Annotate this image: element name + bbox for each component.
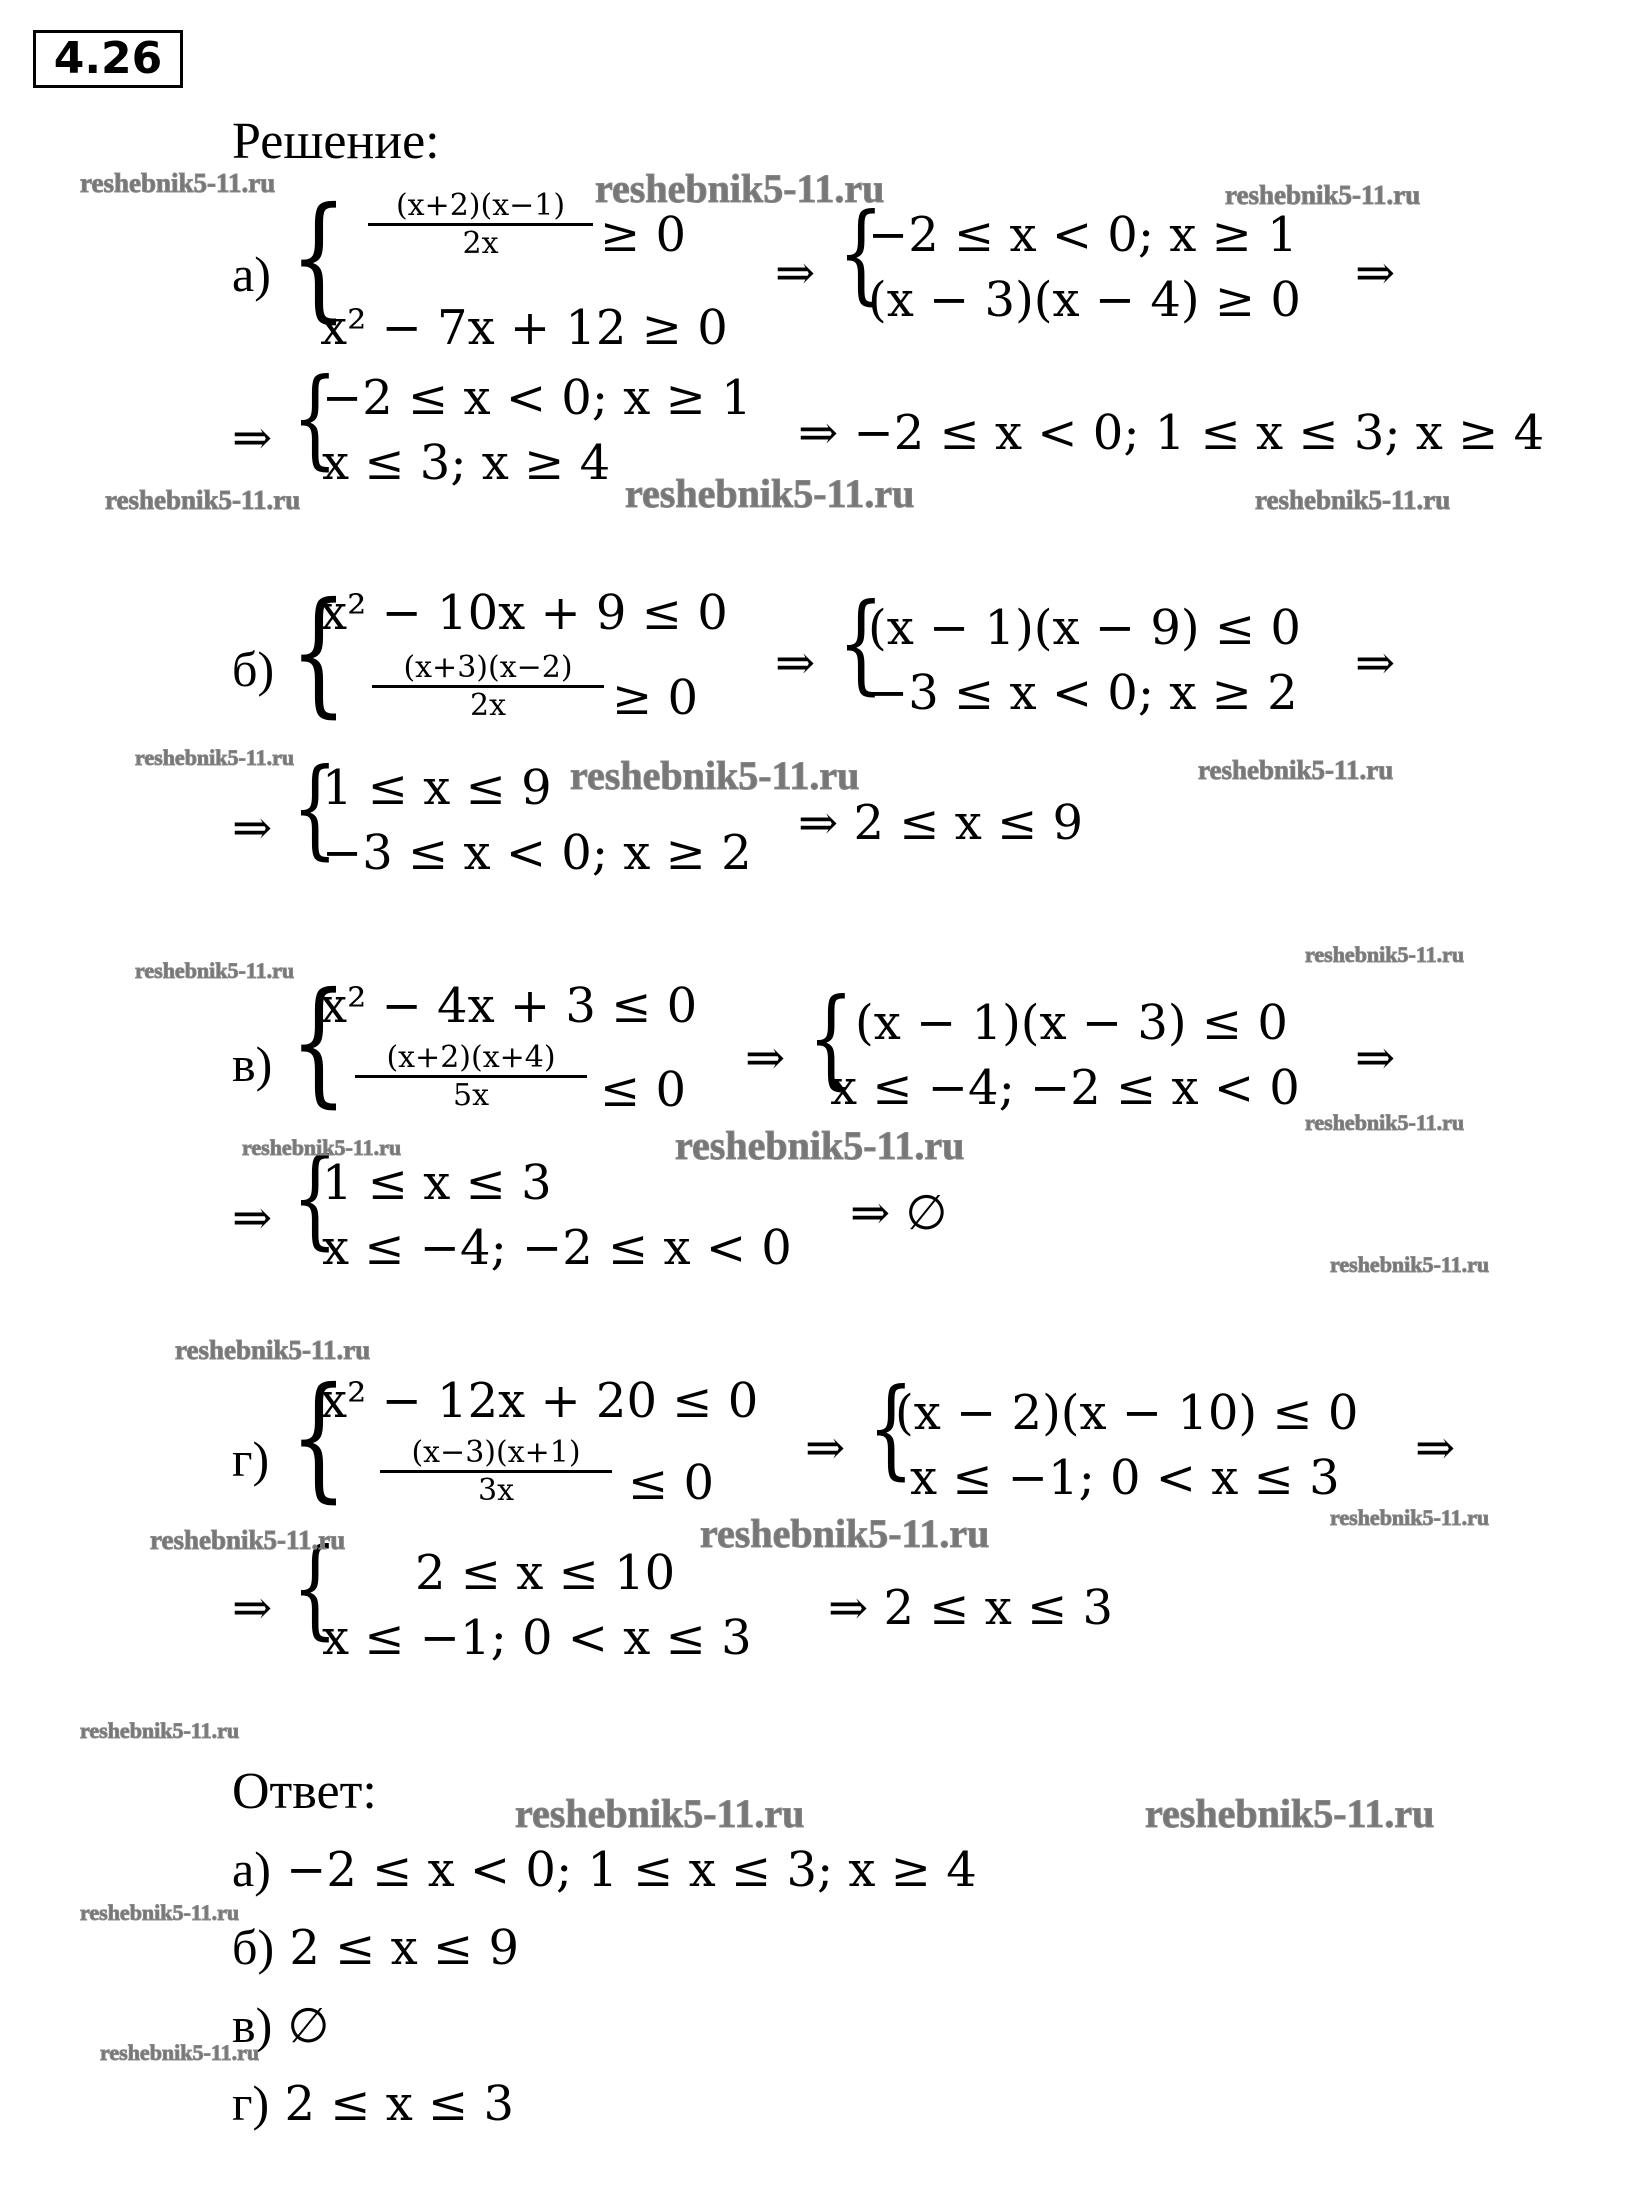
implies-arrow: ⇒ — [232, 800, 273, 856]
part-a-label: а) — [232, 246, 271, 302]
part-g-result: ⇒ 2 ≤ x ≤ 3 — [828, 1580, 1114, 1636]
watermark: reshebnik5-11.ru — [1255, 485, 1451, 515]
part-b-sys1-line1: x² − 10x + 9 ≤ 0 — [320, 585, 728, 641]
part-b-sys2-line1: (x − 1)(x − 9) ≤ 0 — [868, 600, 1301, 656]
part-a-sys1-line2: x² − 7x + 12 ≥ 0 — [320, 300, 728, 356]
answer-label: г) — [232, 2075, 270, 2131]
watermark: reshebnik5-11.ru — [175, 1335, 371, 1365]
part-v-sys3-line1: 1 ≤ x ≤ 3 — [322, 1155, 552, 1211]
fraction-g-relation: ≤ 0 — [628, 1455, 715, 1511]
brace-g-1: { — [290, 1359, 348, 1516]
part-g-sys3-line1: 2 ≤ x ≤ 10 — [415, 1545, 676, 1601]
part-b-sys2-line2: −3 ≤ x < 0; x ≥ 2 — [868, 665, 1298, 721]
brace-v-3: { — [292, 1136, 338, 1262]
watermark: reshebnik5-11.ru — [100, 2040, 260, 2065]
fraction-a-numerator: (x+2)(x−1) — [395, 188, 566, 223]
answer-value: 2 ≤ x ≤ 9 — [289, 1920, 519, 1976]
fraction-a — [368, 188, 593, 261]
brace-g-2: { — [868, 1366, 914, 1492]
part-b-sys3-line1: 1 ≤ x ≤ 9 — [322, 760, 552, 816]
watermark: reshebnik5-11.ru — [80, 1900, 240, 1925]
part-g-sys2-line1: (x − 2)(x − 10) ≤ 0 — [895, 1385, 1359, 1441]
part-b-result: ⇒ 2 ≤ x ≤ 9 — [798, 795, 1084, 851]
fraction-a-relation: ≥ 0 — [600, 207, 687, 263]
answer-value: 2 ≤ x ≤ 3 — [284, 2076, 515, 2132]
implies-arrow: ⇒ — [775, 245, 816, 301]
answer-b — [232, 1918, 519, 1976]
fraction-b-denominator: 2x — [469, 688, 506, 723]
part-a-result: ⇒ −2 ≤ x < 0; 1 ≤ x ≤ 3; x ≥ 4 — [798, 405, 1545, 461]
part-v-sys1-line1: x² − 4x + 3 ≤ 0 — [320, 978, 698, 1034]
implies-arrow: ⇒ — [1355, 1030, 1396, 1086]
watermark: reshebnik5-11.ru — [1305, 942, 1465, 967]
implies-arrow: ⇒ — [745, 1030, 786, 1086]
part-a-sys2-line2: (x − 3)(x − 4) ≥ 0 — [868, 272, 1301, 328]
brace-a-1: { — [290, 179, 348, 336]
watermark: reshebnik5-11.ru — [625, 471, 915, 516]
implies-arrow: ⇒ — [805, 1420, 846, 1476]
watermark: reshebnik5-11.ru — [150, 1525, 346, 1555]
part-a-sys2-line1: −2 ≤ x < 0; x ≥ 1 — [868, 207, 1298, 263]
part-v-result: ⇒ ∅ — [850, 1185, 948, 1241]
fraction-v-relation: ≤ 0 — [600, 1062, 687, 1118]
brace-g-3: { — [292, 1526, 338, 1652]
answer-label: б) — [232, 1919, 275, 1975]
watermark: reshebnik5-11.ru — [570, 753, 860, 798]
answer-label: а) — [232, 1841, 271, 1897]
solution-heading: Решение: — [232, 113, 440, 170]
answer-a — [232, 1840, 977, 1898]
implies-arrow: ⇒ — [775, 635, 816, 691]
part-b-sys3-line2: −3 ≤ x < 0; x ≥ 2 — [322, 825, 752, 881]
watermark: reshebnik5-11.ru — [105, 485, 301, 515]
brace-v-1: { — [290, 964, 348, 1121]
watermark: reshebnik5-11.ru — [1145, 1791, 1435, 1836]
part-g-label: г) — [232, 1431, 270, 1487]
watermark: reshebnik5-11.ru — [595, 166, 885, 211]
answer-value: −2 ≤ x < 0; 1 ≤ x ≤ 3; x ≥ 4 — [286, 1842, 977, 1898]
answer-label: в) — [232, 1997, 273, 2053]
implies-arrow: ⇒ — [232, 1190, 273, 1246]
brace-a-3: { — [292, 356, 338, 482]
watermark: reshebnik5-11.ru — [135, 958, 295, 983]
brace-b-3: { — [292, 746, 338, 872]
watermark: reshebnik5-11.ru — [1225, 180, 1421, 210]
part-g-sys1-line1: x² − 12x + 20 ≤ 0 — [320, 1373, 759, 1429]
watermark: reshebnik5-11.ru — [80, 1718, 240, 1743]
implies-arrow: ⇒ — [232, 1580, 273, 1636]
fraction-b-numerator: (x+3)(x−2) — [403, 650, 573, 685]
brace-v-2: { — [808, 976, 854, 1102]
fraction-b-relation: ≥ 0 — [612, 670, 699, 726]
brace-a-2: { — [838, 191, 884, 317]
part-a-sys3-line1: −2 ≤ x < 0; x ≥ 1 — [322, 370, 752, 426]
watermark: reshebnik5-11.ru — [242, 1135, 402, 1160]
part-b-label: б) — [232, 641, 275, 697]
part-v-sys3-line2: x ≤ −4; −2 ≤ x < 0 — [322, 1220, 792, 1276]
fraction-g-denominator: 3x — [477, 1473, 514, 1508]
fraction-a-denominator: 2x — [462, 226, 499, 261]
answer-heading: Ответ: — [232, 1763, 377, 1820]
fraction-g — [380, 1435, 612, 1508]
watermark: reshebnik5-11.ru — [135, 745, 295, 770]
implies-arrow: ⇒ — [1415, 1420, 1456, 1476]
part-v-sys2-line2: x ≤ −4; −2 ≤ x < 0 — [830, 1060, 1300, 1116]
watermark: reshebnik5-11.ru — [515, 1791, 805, 1836]
part-g-sys2-line2: x ≤ −1; 0 < x ≤ 3 — [910, 1450, 1340, 1506]
watermark: reshebnik5-11.ru — [1330, 1505, 1490, 1530]
fraction-v — [355, 1040, 587, 1113]
implies-arrow: ⇒ — [1355, 245, 1396, 301]
watermark: reshebnik5-11.ru — [675, 1123, 965, 1168]
watermark: reshebnik5-11.ru — [80, 168, 276, 198]
watermark: reshebnik5-11.ru — [1198, 755, 1394, 785]
fraction-g-numerator: (x−3)(x+1) — [411, 1435, 581, 1470]
fraction-b — [372, 650, 604, 723]
part-g-sys3-line2: x ≤ −1; 0 < x ≤ 3 — [322, 1610, 752, 1666]
fraction-v-numerator: (x+2)(x+4) — [386, 1040, 556, 1075]
answer-value: ∅ — [287, 1998, 330, 2054]
part-v-label: в) — [232, 1036, 273, 1092]
fraction-v-denominator: 5x — [452, 1078, 489, 1113]
answer-g — [232, 2074, 514, 2132]
brace-b-1: { — [290, 574, 348, 731]
watermark: reshebnik5-11.ru — [700, 1511, 990, 1556]
problem-number: 4.26 — [33, 30, 183, 88]
implies-arrow: ⇒ — [1355, 635, 1396, 691]
watermark: reshebnik5-11.ru — [1330, 1252, 1490, 1277]
part-a-sys3-line2: x ≤ 3; x ≥ 4 — [322, 435, 611, 491]
brace-b-2: { — [838, 581, 884, 707]
watermark: reshebnik5-11.ru — [1305, 1110, 1465, 1135]
part-v-sys2-line1: (x − 1)(x − 3) ≤ 0 — [855, 995, 1288, 1051]
implies-arrow: ⇒ — [232, 410, 273, 466]
